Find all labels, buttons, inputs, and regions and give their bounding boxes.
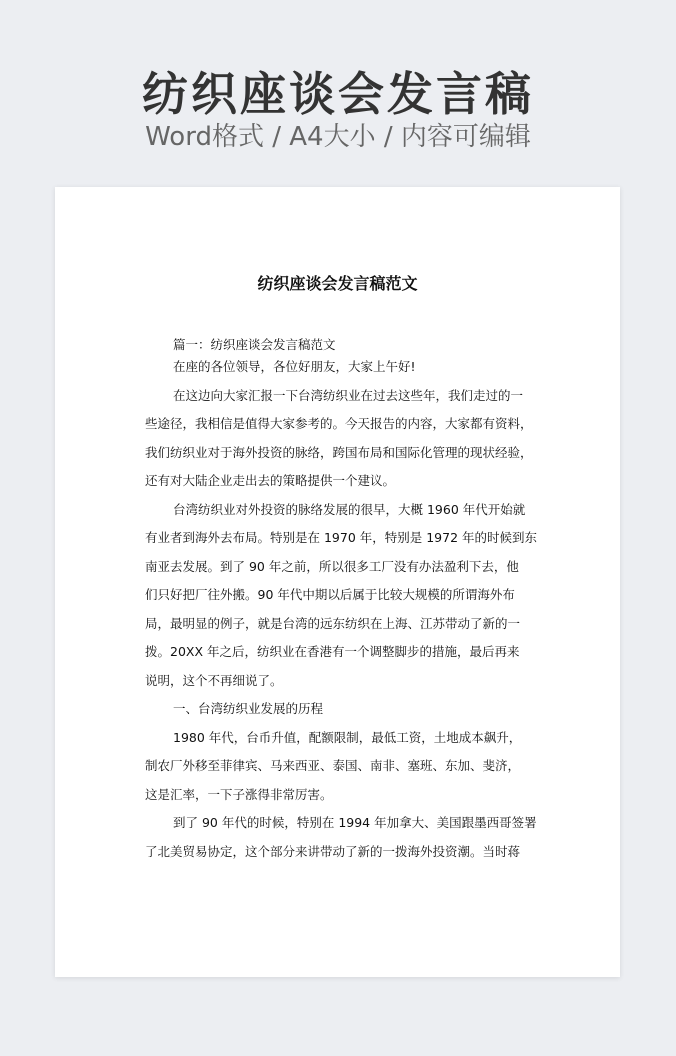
body-line: 在这边向大家汇报一下台湾纺织业在过去这些年，我们走过的一 (173, 388, 524, 403)
body-line: 还有对大陆企业走出去的策略提供一个建议。 (145, 473, 396, 488)
body-line: 篇一：纺织座谈会发言稿范文 (173, 337, 336, 352)
body-line: 些途径，我相信是值得大家参考的。今天报告的内容，大家都有资料， (145, 416, 533, 431)
body-line: 我们纺织业对于海外投资的脉络，跨国布局和国际化管理的现状经验， (145, 445, 533, 460)
body-line: 拨。20XX 年之后，纺织业在香港有一个调整脚步的措施，最后再来 (145, 644, 520, 659)
page-title: 纺织座谈会发言稿 (142, 67, 534, 121)
body-line: 说明，这个不再细说了。 (145, 673, 283, 688)
body-line: 这是汇率，一下子涨得非常厉害。 (145, 787, 333, 802)
body-line: 有业者到海外去布局。特别是在 1970 年，特别是 1972 年的时候到东 (145, 530, 538, 545)
body-line: 南亚去发展。到了 90 年之前，所以很多工厂没有办法盈利下去，他 (145, 559, 519, 574)
body-line: 台湾纺织业对外投资的脉络发展的很早，大概 1960 年代开始就 (173, 502, 526, 517)
document-title: 纺织座谈会发言稿范文 (257, 274, 418, 293)
section-heading: 一、台湾纺织业发展的历程 (173, 701, 324, 716)
body-line: 局，最明显的例子，就是台湾的远东纺织在上海、江苏带动了新的一 (145, 616, 521, 631)
body-line: 1980 年代，台币升值，配额限制，最低工资，土地成本飙升， (173, 730, 522, 745)
body-line: 到了 90 年代的时候，特别在 1994 年加拿大、美国跟墨西哥签署 (173, 815, 537, 830)
page-header (0, 0, 676, 180)
body-line: 制农厂外移至菲律宾、马来西亚、泰国、南非、塞班、东加、斐济， (145, 758, 521, 773)
body-line: 了北美贸易协定，这个部分来讲带动了新的一拨海外投资潮。当时蒋 (145, 844, 521, 859)
body-line: 在座的各位领导，各位好朋友，大家上午好! (173, 359, 416, 374)
document-page (55, 187, 620, 977)
body-line: 们只好把厂往外搬。90 年代中期以后属于比较大规模的所谓海外布 (145, 587, 515, 602)
page-subtitle: Word格式 / A4大小 / 内容可编辑 (145, 122, 531, 152)
